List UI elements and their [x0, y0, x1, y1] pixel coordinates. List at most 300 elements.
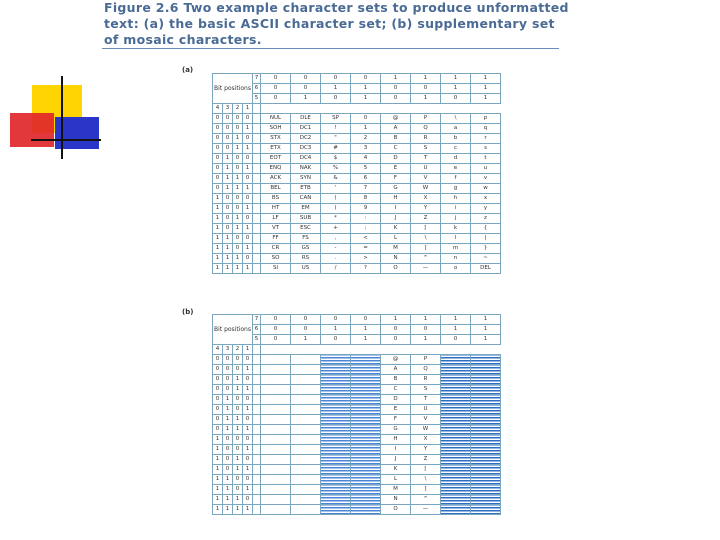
table-a-label: (a)	[182, 66, 194, 74]
character-cell: ETB	[291, 184, 321, 194]
character-cell: ENQ	[261, 164, 291, 174]
empty-cell	[261, 104, 291, 114]
red-square	[10, 113, 54, 147]
row-bit: 1	[243, 244, 253, 254]
bit-value: 0	[381, 335, 411, 345]
row-bit: 1	[213, 224, 223, 234]
row-bit: 0	[233, 475, 243, 485]
character-cell: h	[441, 194, 471, 204]
table-row	[213, 114, 501, 124]
row-bit: 1	[233, 375, 243, 385]
character-cell: A	[381, 124, 411, 134]
character-cell: T	[411, 154, 441, 164]
character-cell: SP	[321, 114, 351, 124]
character-cell	[441, 415, 471, 425]
empty-cell	[441, 345, 471, 355]
bit-value: 0	[261, 84, 291, 94]
character-cell: q	[471, 124, 501, 134]
character-cell: 2	[351, 134, 381, 144]
character-cell: CAN	[291, 194, 321, 204]
bit-value: 1	[321, 84, 351, 94]
spacer-cell	[253, 194, 261, 204]
row-bit: 0	[233, 234, 243, 244]
character-cell: [	[411, 224, 441, 234]
empty-cell	[253, 345, 261, 355]
character-cell: HT	[261, 204, 291, 214]
row-bit: 0	[233, 124, 243, 134]
bit-value: 1	[351, 325, 381, 335]
bit-positions-label: Bit positions	[213, 315, 253, 345]
character-cell	[471, 395, 501, 405]
table-row	[213, 365, 501, 375]
row-bit: 1	[213, 194, 223, 204]
row-bit: 0	[213, 415, 223, 425]
table-row	[213, 254, 501, 264]
spacer-cell	[253, 184, 261, 194]
empty-cell	[471, 345, 501, 355]
character-cell: GS	[291, 244, 321, 254]
row-bit: 1	[213, 475, 223, 485]
character-cell: l	[441, 234, 471, 244]
character-cell: S	[411, 385, 441, 395]
row-bit: 1	[233, 495, 243, 505]
character-cell: x	[471, 194, 501, 204]
row-bit: 1	[233, 455, 243, 465]
empty-cell	[351, 345, 381, 355]
row-bit: 1	[213, 445, 223, 455]
character-cell: Y	[411, 445, 441, 455]
row-bit: 1	[213, 214, 223, 224]
row-bit: 1	[223, 425, 233, 435]
character-cell: SI	[261, 264, 291, 274]
character-cell	[441, 495, 471, 505]
bit-value: 0	[291, 84, 321, 94]
header-row	[213, 84, 501, 94]
header-row	[213, 74, 501, 84]
character-cell	[471, 425, 501, 435]
character-cell	[291, 455, 321, 465]
row-bit: 0	[243, 415, 253, 425]
character-cell: a	[441, 124, 471, 134]
character-cell: 3	[351, 144, 381, 154]
row-bit: 0	[233, 194, 243, 204]
row-bit: 1	[243, 144, 253, 154]
character-cell: P	[411, 114, 441, 124]
spacer-cell	[253, 495, 261, 505]
character-cell: 0	[351, 114, 381, 124]
character-cell: u	[471, 164, 501, 174]
bit-number: 5	[253, 94, 261, 104]
character-cell: z	[471, 214, 501, 224]
character-cell: FF	[261, 234, 291, 244]
character-cell: e	[441, 164, 471, 174]
character-cell: ^	[411, 495, 441, 505]
low-bit-number: 4	[213, 345, 223, 355]
character-cell	[261, 465, 291, 475]
bit-value: 1	[381, 74, 411, 84]
table-row	[213, 214, 501, 224]
character-cell: /	[321, 264, 351, 274]
spacer-cell	[253, 435, 261, 445]
row-bit: 1	[243, 164, 253, 174]
character-cell: [	[411, 465, 441, 475]
character-cell	[471, 375, 501, 385]
row-bit: 1	[233, 144, 243, 154]
character-cell	[471, 475, 501, 485]
row-bit: 0	[223, 224, 233, 234]
character-cell: '	[321, 184, 351, 194]
character-cell: 7	[351, 184, 381, 194]
character-cell: FS	[291, 234, 321, 244]
bit-value: 0	[261, 94, 291, 104]
row-bit: 1	[213, 254, 223, 264]
character-cell	[321, 405, 351, 415]
row-bit: 0	[223, 375, 233, 385]
character-cell: w	[471, 184, 501, 194]
character-cell: EM	[291, 204, 321, 214]
character-cell: =	[351, 244, 381, 254]
row-bit: 1	[213, 435, 223, 445]
character-cell	[261, 355, 291, 365]
table-row	[213, 124, 501, 134]
character-cell	[471, 485, 501, 495]
low-bit-number: 2	[233, 104, 243, 114]
table-row	[213, 415, 501, 425]
character-cell	[261, 495, 291, 505]
character-cell	[471, 415, 501, 425]
character-cell	[291, 485, 321, 495]
character-cell: DLE	[291, 114, 321, 124]
character-cell: ACK	[261, 174, 291, 184]
row-bit: 0	[223, 114, 233, 124]
character-cell: o	[441, 264, 471, 274]
table-row	[213, 455, 501, 465]
spacer-cell	[253, 224, 261, 234]
character-cell: C	[381, 144, 411, 154]
row-bit: 0	[223, 194, 233, 204]
character-cell: F	[381, 174, 411, 184]
character-cell	[351, 465, 381, 475]
bit-value: 1	[471, 325, 501, 335]
character-cell: M	[381, 244, 411, 254]
character-cell: RS	[291, 254, 321, 264]
character-cell: B	[381, 375, 411, 385]
character-cell	[261, 405, 291, 415]
bit-value: 0	[411, 325, 441, 335]
spacer-cell	[253, 405, 261, 415]
character-cell: G	[381, 425, 411, 435]
character-cell	[261, 425, 291, 435]
character-cell: DC2	[291, 134, 321, 144]
row-bit: 0	[233, 204, 243, 214]
character-cell: s	[471, 144, 501, 154]
character-cell	[351, 425, 381, 435]
spacer-cell	[253, 425, 261, 435]
character-cell: i	[441, 204, 471, 214]
character-cell: SUB	[291, 214, 321, 224]
horizontal-line	[31, 139, 101, 141]
character-cell: <	[351, 234, 381, 244]
character-cell: d	[441, 154, 471, 164]
character-cell: NUL	[261, 114, 291, 124]
row-bit: 1	[223, 254, 233, 264]
bit-value: 0	[321, 335, 351, 345]
character-cell: ]	[411, 244, 441, 254]
row-bit: 0	[243, 214, 253, 224]
bit-value: 0	[351, 315, 381, 325]
character-cell: .	[321, 254, 351, 264]
bit-value: 1	[321, 325, 351, 335]
row-bit: 1	[223, 485, 233, 495]
bit-value: 0	[381, 325, 411, 335]
character-cell: F	[381, 415, 411, 425]
row-bit: 1	[233, 264, 243, 274]
row-bit: 1	[233, 465, 243, 475]
header-row	[213, 94, 501, 104]
character-cell: DC4	[291, 154, 321, 164]
spacer-cell	[253, 465, 261, 475]
row-bit: 1	[243, 425, 253, 435]
low-bit-number: 3	[223, 345, 233, 355]
spacer-cell	[253, 234, 261, 244]
empty-cell	[411, 104, 441, 114]
character-cell	[291, 365, 321, 375]
low-bit-number: 2	[233, 345, 243, 355]
character-cell: D	[381, 395, 411, 405]
character-cell: X	[411, 194, 441, 204]
character-cell	[471, 505, 501, 515]
character-cell: t	[471, 154, 501, 164]
bit-positions-label: Bit positions	[213, 74, 253, 104]
row-bit: 1	[223, 395, 233, 405]
character-cell: V	[411, 174, 441, 184]
character-cell: B	[381, 134, 411, 144]
character-cell: p	[471, 114, 501, 124]
empty-cell	[261, 345, 291, 355]
character-cell	[471, 405, 501, 415]
character-cell	[291, 445, 321, 455]
bit-value: 0	[291, 315, 321, 325]
character-cell	[291, 405, 321, 415]
character-cell: K	[381, 465, 411, 475]
spacer-cell	[253, 144, 261, 154]
character-cell	[351, 395, 381, 405]
row-bit: 1	[223, 244, 233, 254]
character-cell	[471, 495, 501, 505]
row-bit: 1	[233, 505, 243, 515]
character-cell: ]	[411, 485, 441, 495]
bit-value: 0	[261, 325, 291, 335]
bit-value: 0	[261, 335, 291, 345]
character-cell	[351, 365, 381, 375]
character-cell	[351, 445, 381, 455]
character-cell	[441, 375, 471, 385]
character-cell: *	[321, 214, 351, 224]
row-bit: 0	[243, 455, 253, 465]
character-cell	[351, 385, 381, 395]
row-bit: 0	[243, 435, 253, 445]
character-cell	[351, 455, 381, 465]
character-cell: T	[411, 395, 441, 405]
character-cell	[261, 415, 291, 425]
character-cell: y	[471, 204, 501, 214]
character-cell	[321, 435, 351, 445]
character-cell	[441, 355, 471, 365]
bit-value: 1	[471, 84, 501, 94]
character-cell	[351, 375, 381, 385]
table-row	[213, 194, 501, 204]
character-cell	[321, 475, 351, 485]
character-cell	[321, 355, 351, 365]
empty-cell	[321, 104, 351, 114]
table-b-label: (b)	[182, 308, 194, 316]
character-cell	[441, 485, 471, 495]
character-cell	[321, 395, 351, 405]
table-row	[213, 264, 501, 274]
row-bit: 0	[223, 435, 233, 445]
row-bit: 0	[243, 375, 253, 385]
character-cell	[261, 475, 291, 485]
row-bit: 1	[243, 445, 253, 455]
row-bit: 1	[213, 505, 223, 515]
row-bit: 1	[213, 465, 223, 475]
row-bit: 0	[243, 495, 253, 505]
empty-cell	[321, 345, 351, 355]
row-bit: 1	[243, 264, 253, 274]
spacer-cell	[253, 154, 261, 164]
character-cell: ,	[321, 234, 351, 244]
bit-value: 0	[321, 94, 351, 104]
header-row	[213, 315, 501, 325]
character-cell: m	[441, 244, 471, 254]
row-bit: 0	[213, 395, 223, 405]
row-bit: 0	[223, 144, 233, 154]
character-cell	[261, 365, 291, 375]
low-bit-number: 4	[213, 104, 223, 114]
character-cell	[261, 485, 291, 495]
row-bit: 1	[223, 164, 233, 174]
character-cell: X	[411, 435, 441, 445]
character-cell: n	[441, 254, 471, 264]
character-cell	[471, 445, 501, 455]
row-bit: 1	[243, 505, 253, 515]
character-cell	[351, 495, 381, 505]
vertical-line	[61, 76, 63, 159]
row-bit: 0	[233, 365, 243, 375]
row-bit: 0	[223, 445, 233, 455]
row-bit: 0	[243, 114, 253, 124]
row-bit: 1	[233, 224, 243, 234]
bit-value: 1	[471, 315, 501, 325]
character-cell	[291, 385, 321, 395]
row-bit: 0	[223, 214, 233, 224]
character-cell: BEL	[261, 184, 291, 194]
character-cell: U	[411, 405, 441, 415]
character-cell: |	[471, 234, 501, 244]
row-bit: 0	[213, 385, 223, 395]
row-bit: 0	[233, 445, 243, 455]
table-row	[213, 355, 501, 365]
character-cell	[351, 435, 381, 445]
bit-value: 1	[351, 335, 381, 345]
row-bit: 0	[243, 174, 253, 184]
character-cell	[291, 465, 321, 475]
row-bit: 1	[223, 475, 233, 485]
character-cell	[441, 425, 471, 435]
row-bit: 1	[223, 505, 233, 515]
character-cell: v	[471, 174, 501, 184]
bit-value: 0	[381, 94, 411, 104]
character-cell	[471, 435, 501, 445]
character-cell: R	[411, 375, 441, 385]
row-bit: 0	[223, 385, 233, 395]
bit-value: 1	[351, 84, 381, 94]
bit-value: 0	[381, 84, 411, 94]
character-cell: M	[381, 485, 411, 495]
character-cell: Z	[411, 455, 441, 465]
table-row	[213, 134, 501, 144]
character-cell: ETX	[261, 144, 291, 154]
spacer-cell	[253, 254, 261, 264]
row-bit: 0	[213, 355, 223, 365]
row-bit: 0	[213, 134, 223, 144]
row-bit: 0	[213, 365, 223, 375]
spacer-cell	[253, 485, 261, 495]
table-row	[213, 234, 501, 244]
character-cell	[321, 375, 351, 385]
bit-value: 1	[411, 94, 441, 104]
bit-value: 0	[291, 74, 321, 84]
row-bit: 1	[243, 385, 253, 395]
character-cell	[351, 415, 381, 425]
character-cell: -	[321, 244, 351, 254]
bit-value: 0	[411, 84, 441, 94]
character-cell: Z	[411, 214, 441, 224]
character-cell: N	[381, 254, 411, 264]
row-bit: 1	[233, 214, 243, 224]
character-cell: NAK	[291, 164, 321, 174]
bit-value: 0	[261, 315, 291, 325]
character-cell	[321, 445, 351, 455]
row-bit: 0	[213, 144, 223, 154]
table-row	[213, 465, 501, 475]
bit-value: 1	[471, 74, 501, 84]
row-bit: 1	[213, 264, 223, 274]
character-cell: VT	[261, 224, 291, 234]
spacer-cell	[253, 415, 261, 425]
character-cell: g	[441, 184, 471, 194]
character-cell: }	[471, 244, 501, 254]
character-cell	[321, 485, 351, 495]
character-cell: P	[411, 355, 441, 365]
character-cell: I	[381, 204, 411, 214]
row-bit: 1	[233, 415, 243, 425]
row-bit: 1	[213, 244, 223, 254]
character-cell: E	[381, 164, 411, 174]
spacer-cell	[253, 214, 261, 224]
spacer-cell	[253, 124, 261, 134]
bit-value: 0	[441, 335, 471, 345]
character-cell	[291, 415, 321, 425]
character-cell: Q	[411, 124, 441, 134]
bit-value: 0	[291, 325, 321, 335]
character-cell	[291, 435, 321, 445]
character-cell: ~	[471, 254, 501, 264]
character-cell: O	[381, 505, 411, 515]
table-row	[213, 505, 501, 515]
table-row	[213, 495, 501, 505]
character-cell	[291, 495, 321, 505]
